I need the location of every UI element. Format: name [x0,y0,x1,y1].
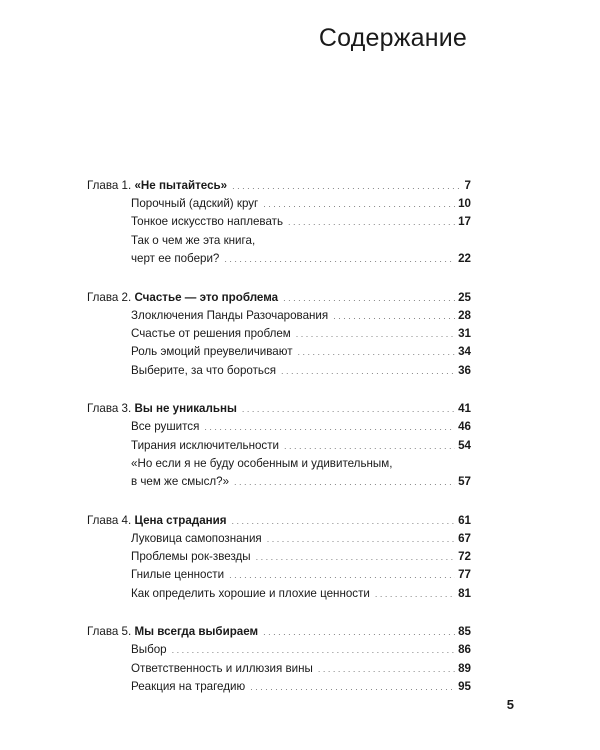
table-of-contents [87,176,471,715]
page-title: Содержание [318,24,467,52]
page-number: 5 [506,697,514,712]
section-title: Выберите, за что бороться [131,363,277,377]
section-title: Гнилые ценности [131,568,225,582]
section-entry[interactable] [87,548,471,566]
section-page-number: 28 [458,308,471,322]
section-entry[interactable] [87,660,471,678]
chapter-page-number: 41 [458,402,471,416]
section-page-number: 10 [458,197,471,210]
dot-leader [375,585,455,603]
chapter-block [87,511,471,604]
section-entry[interactable] [87,641,471,659]
section-page-number: 54 [458,438,471,452]
section-entry[interactable] [87,250,471,268]
section-entry[interactable] [87,418,471,436]
dot-leader [263,195,455,213]
section-entry[interactable] [87,530,471,548]
section-entry[interactable] [87,362,471,380]
chapter-heading [87,176,227,195]
section-entry-line [87,232,471,250]
section-page-number: 34 [458,345,471,359]
section-page-number: 36 [458,363,471,377]
section-title: Роль эмоций преувеличивают [131,345,293,359]
section-title: Проблемы рок-звезды [131,550,251,564]
section-title: в чем же смысл?» [131,475,230,489]
section-page-number: 31 [458,326,471,340]
chapter-block [87,399,471,492]
section-entry[interactable] [87,343,471,361]
dot-leader [298,343,456,361]
section-title: Выбор [131,643,167,657]
section-entry[interactable] [87,585,471,603]
chapter-entry[interactable] [87,622,471,641]
section-title: Тирания исключительности [131,438,280,452]
dot-leader [281,362,455,380]
chapter-entry[interactable] [87,511,471,530]
chapter-entry[interactable] [87,399,471,418]
chapter-heading [87,511,227,530]
chapter-heading [87,288,278,307]
chapter-title: Счастье — это проблема [134,290,279,304]
section-title: Счастье от решения проблем [131,326,291,340]
dot-leader [333,307,455,325]
chapter-entry[interactable] [87,176,471,195]
section-entry[interactable] [87,307,471,325]
chapter-page-number: 25 [458,290,471,304]
section-page-number: 72 [458,550,471,564]
section-title: Тонкое искусство наплевать [131,215,284,229]
chapter-page-number: 85 [458,625,471,639]
section-page-number: 22 [458,252,471,266]
dot-leader [284,437,455,455]
chapter-heading [87,399,237,418]
dot-leader [234,473,455,491]
dot-leader [229,566,455,584]
section-page-number: 95 [458,680,471,694]
section-title: черт ее побери? [131,252,220,266]
section-title: Ответственность и иллюзия вины [131,661,313,675]
chapter-page-number: 61 [458,513,471,527]
dot-leader [288,213,455,231]
dot-leader [232,177,461,196]
chapter-block [87,288,471,381]
chapter-title: Вы не уникальны [134,402,237,416]
chapter-prefix: Глава 2. [87,290,132,304]
chapter-page-number: 7 [464,179,471,192]
section-page-number: 67 [458,531,471,545]
chapter-prefix: Глава 3. [87,402,132,416]
chapter-block [87,622,471,696]
chapter-prefix: Глава 1. [87,179,132,192]
section-title: «Но если я не буду особенным и удивительным, [131,456,393,470]
section-entry-line [87,455,471,473]
dot-leader [283,289,455,308]
section-page-number: 77 [458,568,471,582]
chapter-title: «Не пытайтесь» [134,179,228,192]
chapter-prefix: Глава 5. [87,625,132,639]
section-page-number: 86 [458,643,471,657]
dot-leader [267,530,455,548]
section-entry[interactable] [87,678,471,696]
dot-leader [224,250,455,268]
section-entry[interactable] [87,473,471,491]
chapter-entry[interactable] [87,288,471,307]
dot-leader [172,641,455,659]
section-entry[interactable] [87,325,471,343]
section-page-number: 17 [458,215,471,229]
chapter-heading [87,622,258,641]
section-page-number: 89 [458,661,471,675]
section-entry[interactable] [87,195,471,213]
dot-leader [250,678,455,696]
section-title: Луковица самопознания [131,531,262,545]
section-title: Как определить хорошие и плохие ценности [131,586,370,600]
section-title: Все рушится [131,420,200,434]
section-entry[interactable] [87,437,471,455]
dot-leader [232,512,456,531]
section-title: Злоключения Панды Разочарования [131,308,329,322]
section-entry[interactable] [87,213,471,231]
section-title: Так о чем же эта книга, [131,233,256,247]
chapter-title: Мы всегда выбираем [134,625,259,639]
section-entry[interactable] [87,566,471,584]
dot-leader [318,660,455,678]
section-title: Реакция на трагедию [131,680,246,694]
section-page-number: 81 [458,586,471,600]
chapter-title: Цена страдания [134,513,227,527]
dot-leader [204,418,455,436]
dot-leader [256,548,455,566]
section-page-number: 46 [458,420,471,434]
dot-leader [242,400,455,419]
section-title: Порочный (адский) круг [131,197,259,210]
chapter-block [87,176,471,269]
section-page-number: 57 [458,475,471,489]
dot-leader [263,623,455,642]
dot-leader [296,325,455,343]
chapter-prefix: Глава 4. [87,513,132,527]
